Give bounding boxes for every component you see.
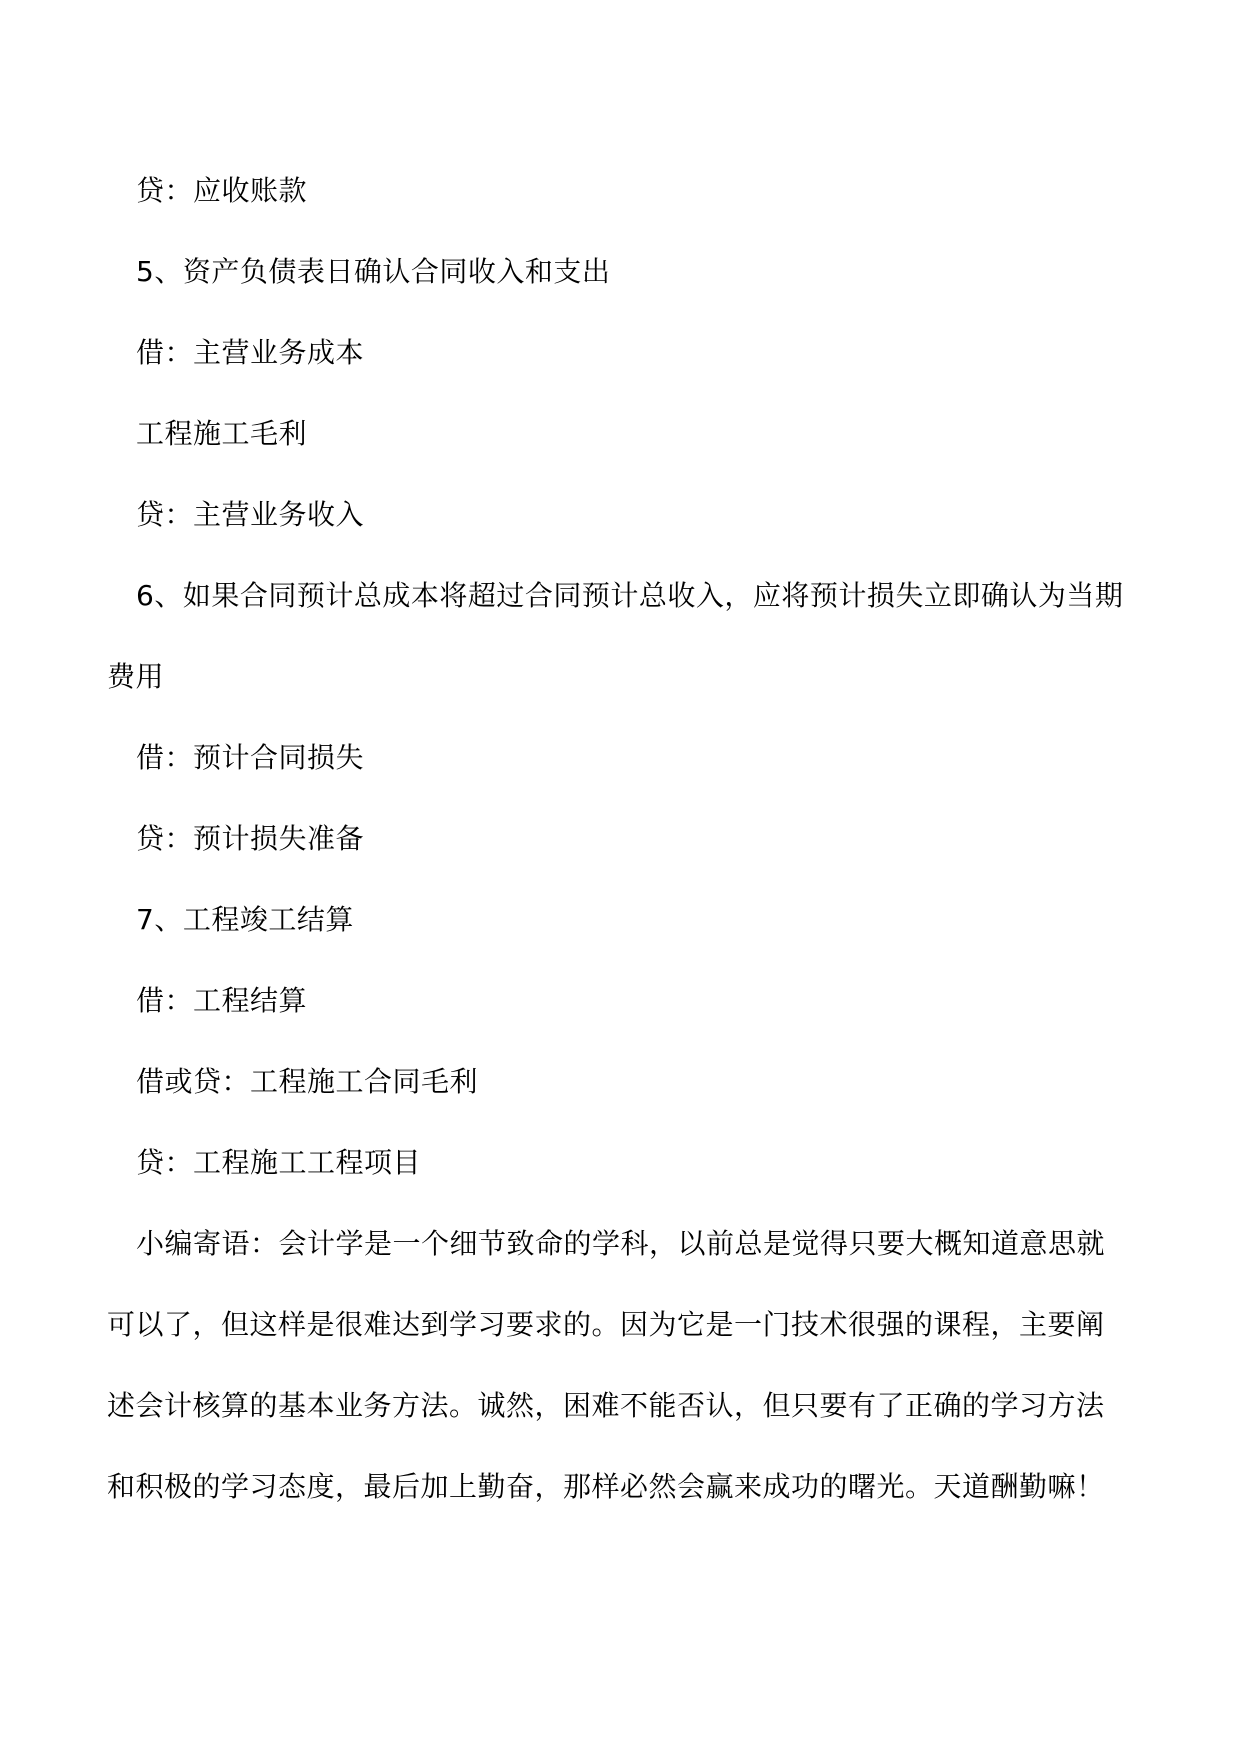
step-7-heading: 7、工程竣工结算	[136, 903, 354, 936]
construction-gross-profit: 工程施工毛利	[136, 417, 308, 450]
editor-note-line-3: 述会计核算的基本业务方法。诚然，困难不能否认，但只要有了正确的学习方法	[107, 1389, 1105, 1422]
credit-accounts-receivable: 贷：应收账款	[136, 174, 308, 207]
step-5-heading: 5、资产负债表日确认合同收入和支出	[136, 255, 611, 288]
editor-note-line-4: 和积极的学习态度，最后加上勤奋，那样必然会赢来成功的曙光。天道酬勤嘛！	[107, 1470, 1105, 1503]
debit-project-settlement: 借：工程结算	[136, 984, 308, 1017]
debit-expected-contract-loss: 借：预计合同损失	[136, 741, 365, 774]
credit-expected-loss-reserve: 贷：预计损失准备	[136, 822, 365, 855]
step-6-heading: 6、如果合同预计总成本将超过合同预计总收入，应将预计损失立即确认为当期	[136, 579, 1124, 612]
credit-construction-project-items: 贷：工程施工工程项目	[136, 1146, 422, 1179]
editor-note-line-2: 可以了，但这样是很难达到学习要求的。因为它是一门技术很强的课程，主要阐	[107, 1308, 1105, 1341]
credit-main-business-revenue: 贷：主营业务收入	[136, 498, 365, 531]
debit-or-credit-contract-gross-profit: 借或贷：工程施工合同毛利	[136, 1065, 479, 1098]
step-6-heading-continued: 费用	[107, 660, 165, 693]
debit-main-business-cost: 借：主营业务成本	[136, 336, 365, 369]
editor-note-line-1: 小编寄语：会计学是一个细节致命的学科，以前总是觉得只要大概知道意思就	[136, 1227, 1106, 1260]
